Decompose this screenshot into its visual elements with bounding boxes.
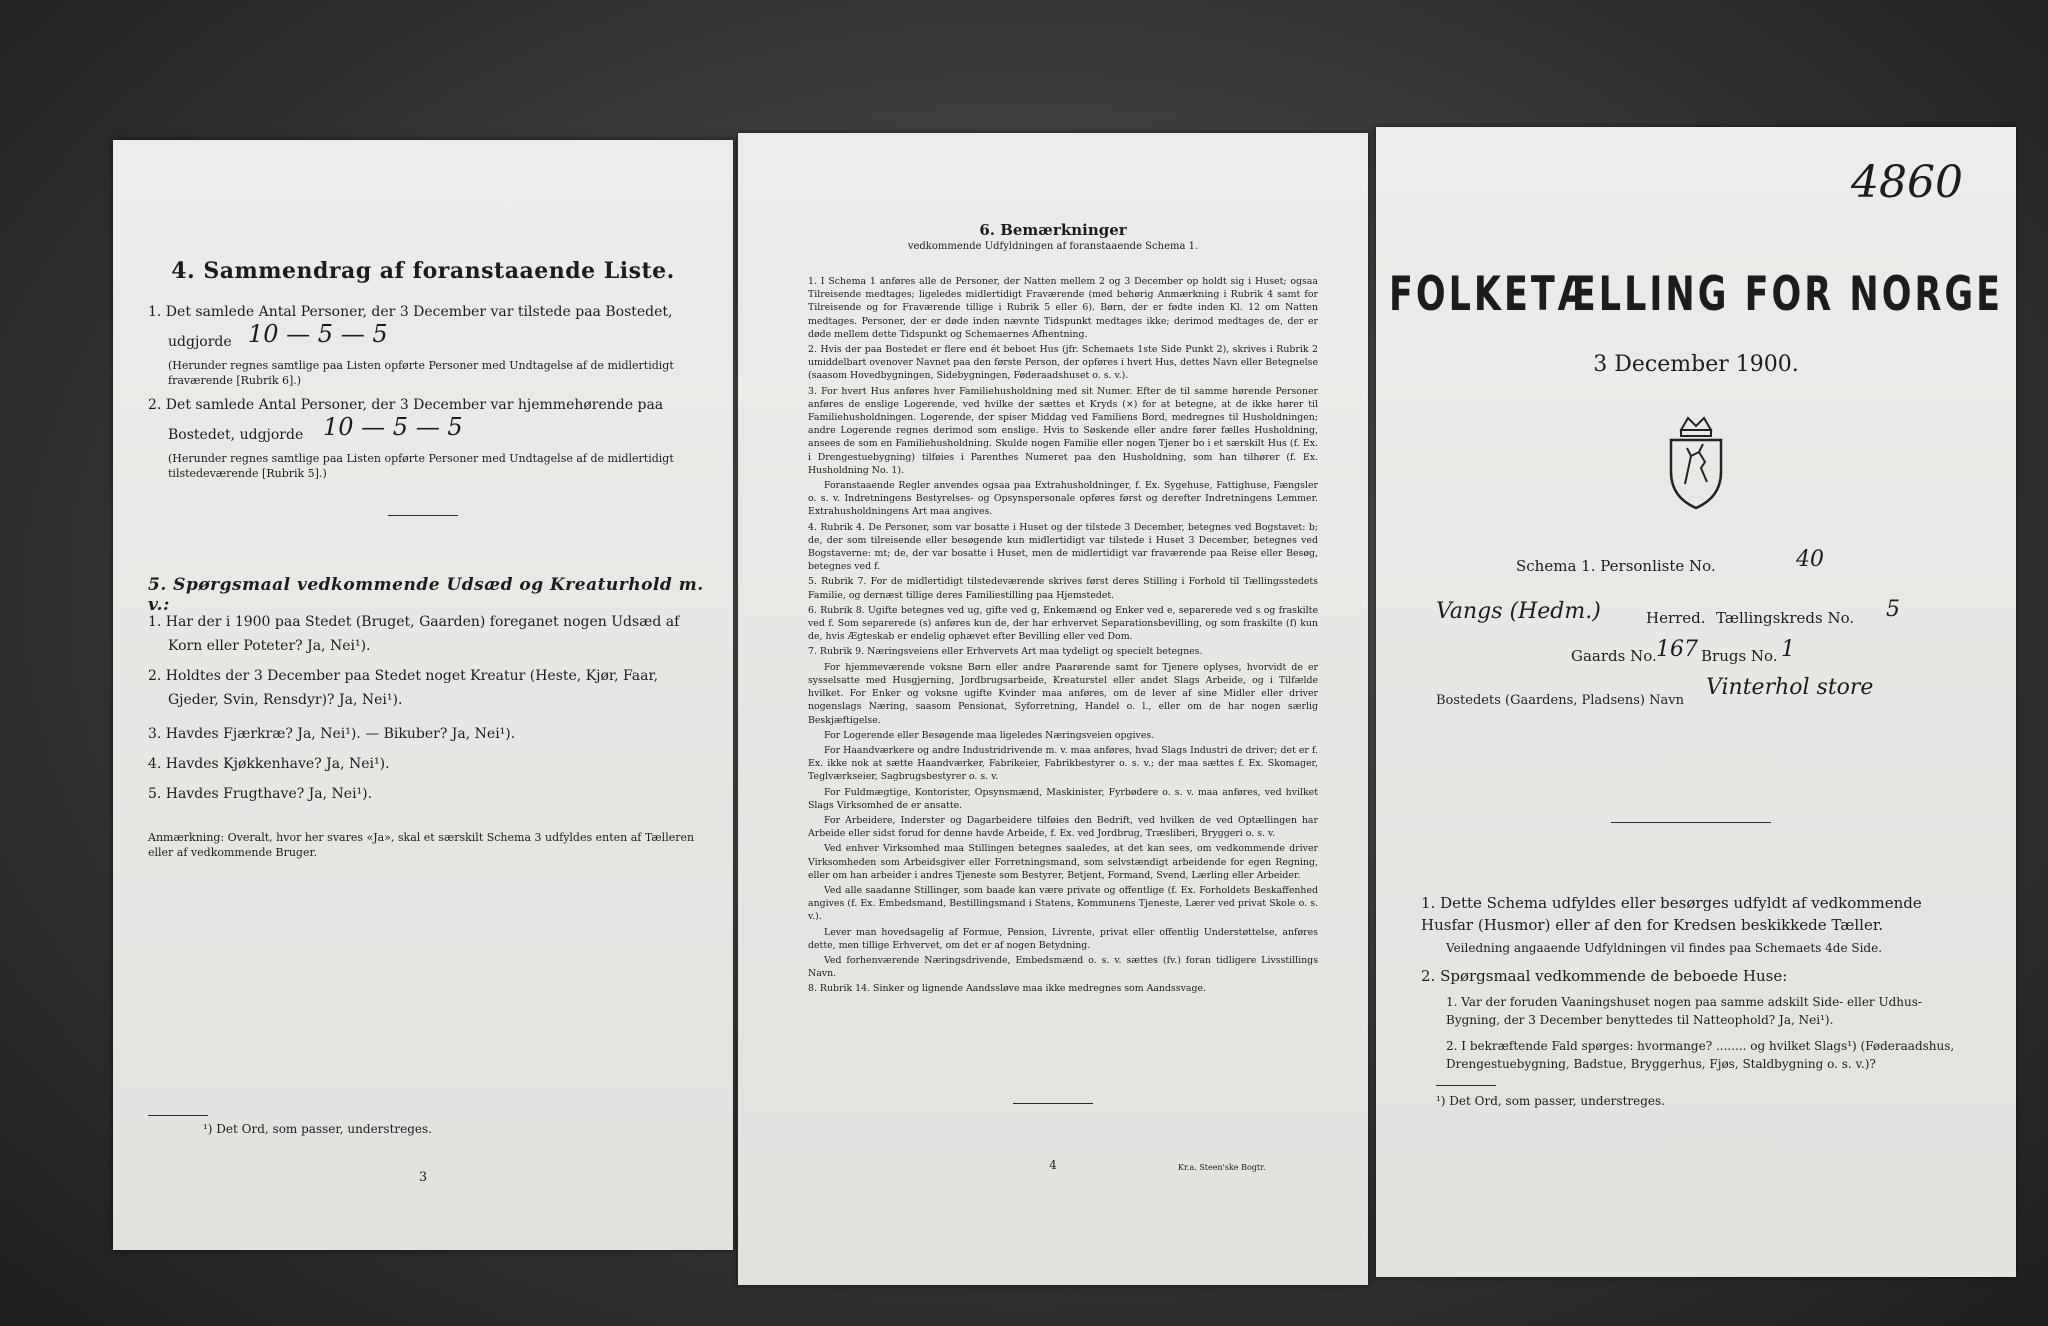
footnote-rule [1436, 1085, 1496, 1086]
rule-8: 8. Rubrik 14. Sinker og lignende Aandssløve maa ikke medregnes som Aandssvage. [808, 983, 1207, 995]
question-2-answer: Gjeder, Svin, Rensdyr)? Ja, Nei¹). [168, 692, 403, 708]
item1-values: 10 — 5 — 5 [248, 320, 388, 348]
bosted-value: Vinterhol store [1706, 675, 1874, 700]
question-4: 4. Havdes Kjøkkenhave? Ja, Nei¹). [148, 756, 390, 772]
section5-title: 5. Spørgsmaal vedkommende Udsæd og Kreaturhold m. v.: [148, 575, 704, 615]
schema-value: 40 [1796, 547, 1824, 572]
rule-7d: For Fuldmægtige, Kontorister, Opsynsmænd, Maskinister, Fyrbødere o. s. v. maa anføres, ved hvilket Slags Virksomhed de er ansatte. [808, 786, 1318, 811]
question-3: 3. Havdes Fjærkræ? Ja, Nei¹). — Bikuber? Ja, Nei¹). [148, 726, 516, 742]
instruction-1-note: Veiledning angaaende Udfyldningen vil findes paa Schemaets 4de Side. [1446, 941, 1883, 955]
coat-of-arms-icon [1661, 412, 1731, 512]
item2-line1: 2. Det samlede Antal Personer, der 3 December var hjemmehørende paa [148, 397, 664, 413]
bosted-label: Bostedets (Gaardens, Pladsens) Navn [1436, 693, 1684, 708]
rule-7g: Ved alle saadanne Stillinger, som baade kan være private og offentlige (f. Ex. Forholdets Beskaffenhed angives (f. Ex. Embedsmand, Bestillingsmand i Statens, Kommunens Tjeneste, Lærer ved privat Skole o. s. v.). [808, 884, 1318, 923]
remarks-subtitle: vedkommende Udfyldningen af foranstaaende Schema 1. [907, 241, 1199, 252]
instruction-2: 2. Spørgsmaal vedkommende de beboede Huse: [1421, 967, 1788, 985]
item1-prefix: udgjorde [168, 334, 232, 350]
divider [388, 515, 458, 516]
herred-label: Herred. [1646, 609, 1706, 627]
rule-4: 4. Rubrik 4. De Personer, som var bosatte i Huset og der tilstede 3 December, betegnes ved Bogstavet: b; de, der som tilreisende eller besøgende kun midlertidigt var tilstede i Huset 3 December, betegnes ved Bogstaverne: mt; de, der var bosatte i Huset, men de midlertidigt var fraværende paa Reise eller Besøg, betegnes ved f. [808, 521, 1318, 573]
item1-note: (Herunder regnes samtlige paa Listen opførte Personer med Undtagelse af de midlertidigt fraværende [Rubrik 6].) [168, 359, 674, 387]
rule-5: 5. Rubrik 7. For de midlertidigt tilstedeværende skrives først deres Stilling i Forhold til Tællingsstedets Familie, og dernæst tillige deres Familiestilling paa Hjemstedet. [808, 576, 1318, 601]
kreds-value: 5 [1886, 597, 1900, 622]
page-number: 4 [1049, 1158, 1057, 1172]
rule-7h: Lever man hovedsagelig af Formue, Pension, Livrente, privat eller offentlig Understøttelse, anføres dette, men tillige Erhvervet, om det er af nogen Betydning. [808, 926, 1318, 951]
census-date: 3 December 1900. [1593, 352, 1799, 377]
instruction-2-q1: 1. Var der foruden Vaaningshuset nogen paa samme adskilt Side- eller Udhus-Bygning, der 3 December benyttedes til Natteophold? Ja, Nei¹). [1446, 995, 1922, 1027]
rule-7a: For hjemmeværende voksne Børn eller andre Paarørende samt for Tjenere oplyses, hvorvidt de er sysselsatte med Husgjerning, Jordbrugsarbeide, Kreaturstel eller andet Slags Arbeide, og i Tilfælde hvilket. For Enker og voksne ugifte Kvinder maa anføres, om de lever af sine Midler eller driver nogenslags Næring, saasom Pensionat, Syforretning, Handel o. l., eller om de har nogen særlig Beskjæftigelse. [808, 661, 1318, 726]
rule-7f: Ved enhver Virksomhed maa Stillingen betegnes saaledes, at det kan sees, om vedkommende driver Virksomheden som Arbeidsgiver eller Forretningsmand, som selvstændigt arbeidende for egen Regning, eller om han arbeider i andres Tjeneste som Bestyrer, Betjent, Formand, Svend, Lærling eller Arbeider. [808, 843, 1318, 881]
instruction-2-q2: 2. I bekræftende Fald spørges: hvormange? ........ og hvilket Slags¹) (Føderaadshus, Drengestuebygning, Badstue, Bryggerhus, Fjøs, Staldbygning o. s. v.)? [1446, 1039, 1955, 1071]
rule-7c: For Haandværkere og andre Industridrivende m. v. maa anføres, hvad Slags Industri de driver; det er f. Ex. ikke nok at sætte Haandværker, Fabrikeier, Fabrikbestyrer o. s. v.; der maa sættes f. Ex. Skomager, Teglværkseier, Sagbrugsbestyrer o. s. v. [808, 744, 1318, 783]
brugs-label: Brugs No. [1701, 647, 1778, 665]
left-page [113, 140, 733, 1250]
item2-values: 10 — 5 — 5 [323, 413, 463, 441]
rule-3b: Foranstaaende Regler anvendes ogsaa paa Extrahusholdninger, f. Ex. Sygehuse, Fattighuse, Fængsler o. s. v. Indretningens Bestyrelses- og Opsynspersonale opføres først og derefter Indretningens Lemmer. Extrahusholdningens Art maa angives. [808, 480, 1318, 518]
question-2: 2. Holdtes der 3 December paa Stedet noget Kreatur (Heste, Kjør, Faar, [148, 668, 659, 684]
ornament-divider [1611, 822, 1771, 823]
middle-page [738, 133, 1368, 1285]
section4-title: 4. Sammendrag af foranstaaende Liste. [171, 258, 675, 284]
archive-number: 4860 [1851, 157, 1963, 208]
question-5: 5. Havdes Frugthave? Ja, Nei¹). [148, 786, 373, 802]
rule-7: 7. Rubrik 9. Næringsveiens eller Erhvervets Art maa tydeligt og specielt betegnes. [808, 646, 1203, 658]
rule-2: 2. Hvis der paa Bostedet er flere end ét beboet Hus (jfr. Schemaets 1ste Side Punkt 2), skrives i Rubrik 2 umiddelbart ovenover Navnet paa den første Person, der opføres i hvert Hus, dettes Navn eller Betegnelse (saasom Hovedbygningen, Sidebygningen, Føderaadshuset o. s. v.). [808, 344, 1318, 382]
footnote: ¹) Det Ord, som passer, understreges. [203, 1122, 432, 1136]
remarks-list [808, 275, 1318, 998]
rule-6: 6. Rubrik 8. Ugifte betegnes ved ug, gifte ved g, Enkemænd og Enker ved e, separerede ved s og fraskilte ved f. Som separerede (s) anføres kun de, der har erhvervet Separationsbevilling, og som fraskilte (f) kun de, hvis Ægteskab er endelig ophævet efter Bevilling eller ved Dom. [808, 604, 1318, 643]
footnote: ¹) Det Ord, som passer, understreges. [1436, 1094, 1665, 1108]
question-1-answer: Korn eller Poteter? Ja, Nei¹). [168, 638, 371, 654]
right-page [1376, 127, 2016, 1277]
page-number: 3 [418, 1170, 428, 1185]
item2-prefix: Bostedet, udgjorde [168, 427, 304, 443]
rule-1: 1. I Schema 1 anføres alle de Personer, der Natten mellem 2 og 3 December op holdt sig i Huset; ogsaa Tilreisende medtages; ligeledes midlertidigt Fraværende (med behørig Anmærkning i Rubrik 4 samt for Tilreisende og for Fraværende tillige i Rubrik 5 eller 6). Børn, der er fødte inden Kl. 12 om Natten medtages. Personer, der er døde inden nævnte Tidspunkt medtages ikke; derimod medtages de, der er døde mellem dette Tidspunkt og Schemaernes Afhentning. [808, 276, 1318, 340]
rule-7e: For Arbeidere, Inderster og Dagarbeidere tilføies den Bedrift, ved hvilken de ved Optællingen har Arbeide eller sidst forud for denne havde Arbeide, f. Ex. ved Jordbrug, Træsliberi, Bryggeri o. s. v. [808, 814, 1318, 840]
gaard-value: 167 [1656, 637, 1698, 662]
rule-7i: Ved forhenværende Næringsdrivende, Embedsmænd o. s. v. sættes (fv.) foran tidligere Livsstillings Navn. [808, 954, 1318, 980]
herred-value: Vangs (Hedm.) [1436, 599, 1601, 624]
rule-7b: For Logerende eller Besøgende maa ligeledes Næringsveien opgives. [824, 729, 1155, 741]
item2-note: (Herunder regnes samtlige paa Listen opførte Personer med Undtagelse af de midlertidigt tilstedeværende [Rubrik 5].) [168, 452, 674, 480]
instruction-1: 1. Dette Schema udfyldes eller besørges udfyldt af vedkommende Husfar (Husmor) eller af den for Kredsen beskikkede Tæller. [1421, 894, 1922, 934]
remarks-title: 6. Bemærkninger [979, 221, 1127, 239]
kreds-label: Tællingskreds No. [1716, 609, 1855, 627]
gaard-label: Gaards No. [1571, 647, 1657, 665]
rule-3: 3. For hvert Hus anføres hver Familiehusholdning med sit Numer. Efter de til samme hørende Personer anføres de enslige Logerende, ved hvilke der sættes et Kryds (×) for at betegne, at de ikke hører til Familiehusholdningen. Logerende, der spiser Middag ved Familiens Bord, medregnes til Husholdningen; andre Logerende regnes derimod som enslige. Hvis to Søskende eller andre fører fælles Husholdning, ansees de som en Familiehusholdning. Skulde nogen Familie eller nogen Tjener bo i et særskilt Hus (f. Ex. i Drengestuebygning) tilføies i Parenthes Numeret paa den Husholdning, som han tilhører (f. Ex. Husholdning No. 1). [808, 385, 1318, 476]
remark: Anmærkning: Overalt, hvor her svares «Ja», skal et særskilt Schema 3 udfyldes enten af Tælleren eller af vedkommende Bruger. [148, 831, 695, 859]
question-1: 1. Har der i 1900 paa Stedet (Bruget, Gaarden) foreganet nogen Udsæd af [148, 614, 680, 630]
schema-label: Schema 1. Personliste No. [1516, 557, 1716, 575]
divider [1013, 1103, 1093, 1104]
footnote-rule [148, 1115, 208, 1116]
printer-mark: Kr.a. Steen'ske Bogtr. [1178, 1163, 1266, 1172]
brugs-value: 1 [1781, 637, 1795, 662]
item1-line1: 1. Det samlede Antal Personer, der 3 December var tilstede paa Bostedet, [148, 304, 673, 320]
census-title: FOLKETÆLLING FOR NORGE [1388, 268, 2004, 322]
